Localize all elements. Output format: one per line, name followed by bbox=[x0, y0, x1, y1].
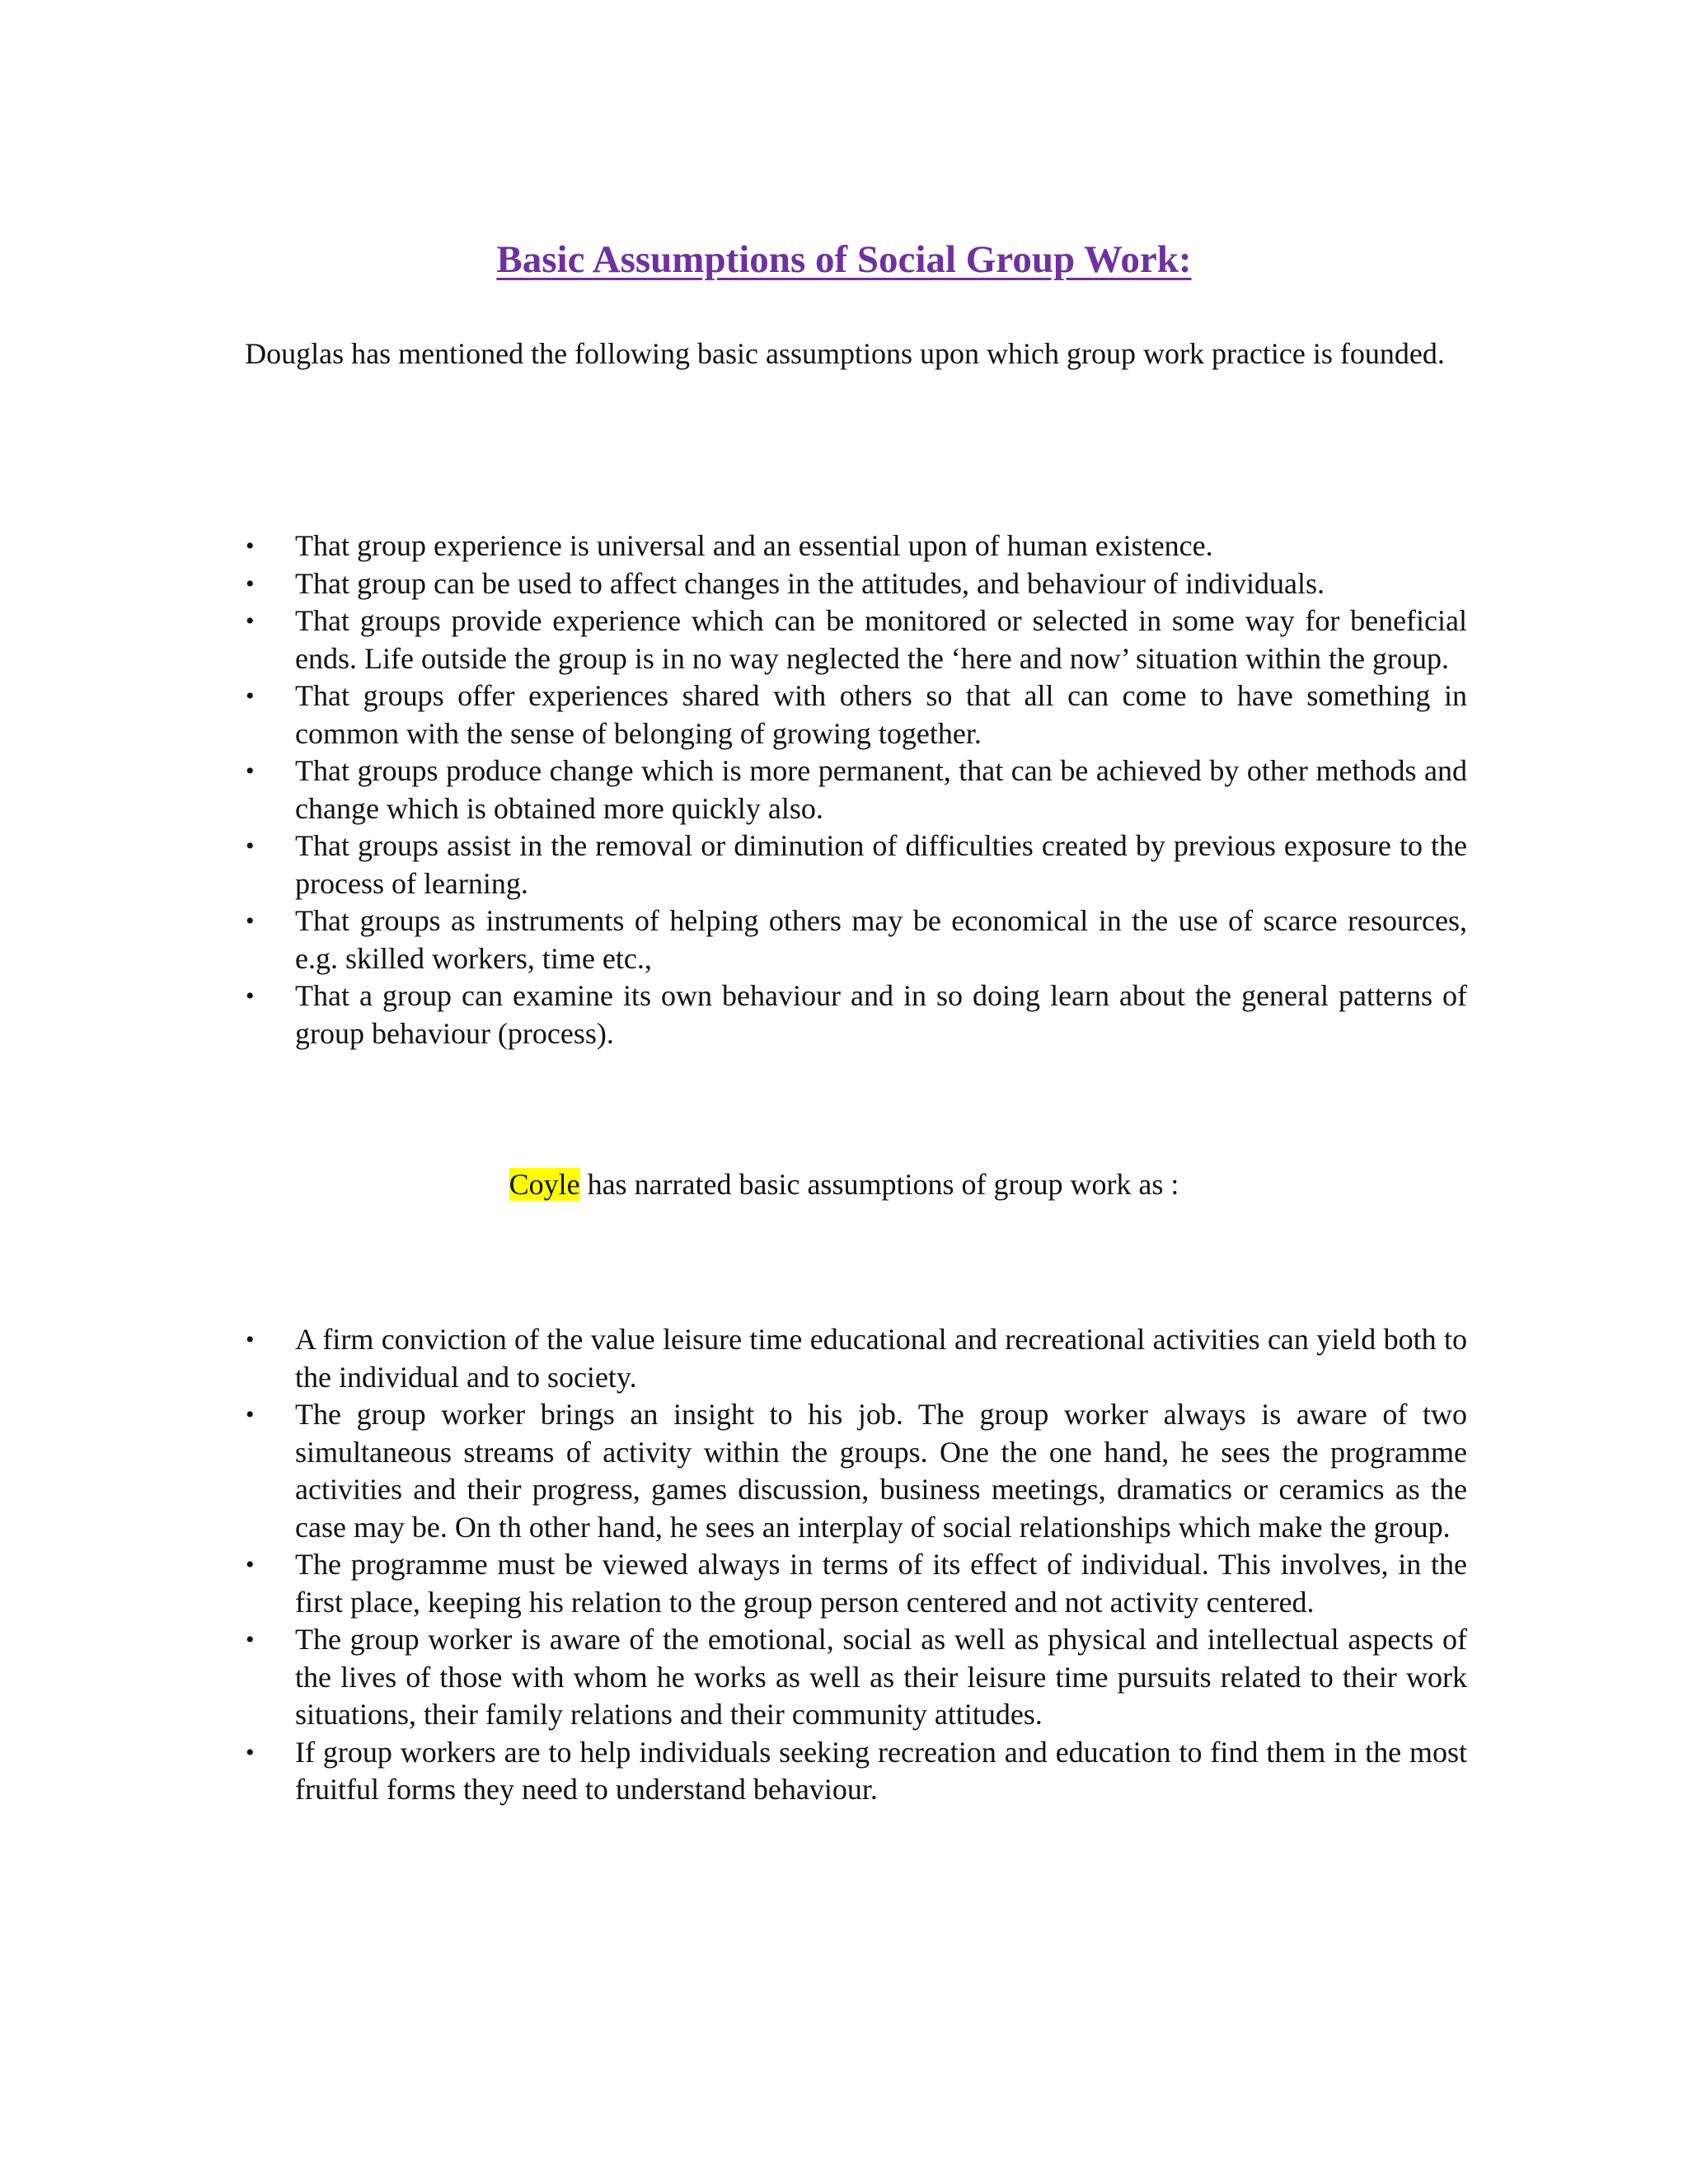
list-item-text: That a group can examine its own behaviour and in so doing learn about the general patterns of group behaviour (process). bbox=[295, 979, 1467, 1050]
highlighted-name: Coyle bbox=[509, 1168, 580, 1201]
list-item bbox=[239, 677, 1467, 752]
list-item-text: A firm conviction of the value leisure time educational and recreational activities can yield both to the individual and to society. bbox=[295, 1323, 1467, 1394]
coyle-assumptions-list bbox=[239, 1321, 1467, 1809]
list-item-text: That groups provide experience which can be monitored or selected in some way for beneficial ends. Life outside the group is in no way neglected the ‘here and now’ situation within the group. bbox=[295, 604, 1467, 675]
page-title: Basic Assumptions of Social Group Work: bbox=[496, 238, 1192, 281]
bullet-icon: • bbox=[246, 532, 255, 560]
list-item bbox=[239, 827, 1467, 902]
list-item bbox=[239, 565, 1467, 603]
bullet-icon: • bbox=[246, 1738, 255, 1766]
list-item bbox=[239, 1546, 1467, 1621]
bullet-icon: • bbox=[246, 1626, 255, 1653]
list-item-text: The group worker brings an insight to his job. The group worker always is aware of two simultaneous streams of activity within the groups. One the one hand, he sees the programme activities and their progress, games discussion, business meetings, dramatics or ceramics as the case may be. On th other hand, he sees an interplay of social relationships which make the group. bbox=[295, 1398, 1467, 1544]
list-item-text: That group experience is universal and an essential upon of human existence. bbox=[295, 529, 1213, 562]
coyle-intro-text: has narrated basic assumptions of group work as : bbox=[579, 1168, 1179, 1201]
list-item-text: That groups produce change which is more permanent, that can be achieved by other methods and change which is obtained more quickly also. bbox=[295, 754, 1467, 825]
bullet-icon: • bbox=[246, 607, 255, 635]
list-item bbox=[239, 1321, 1467, 1396]
list-item bbox=[239, 527, 1467, 565]
list-item-text: That groups as instruments of helping others may be economical in the use of scarce resources, e.g. skilled workers, time etc., bbox=[295, 904, 1467, 975]
bullet-icon: • bbox=[246, 1326, 255, 1353]
list-item-text: If group workers are to help individuals seeking recreation and education to find them in the most fruitful forms they need to understand behaviour. bbox=[295, 1735, 1467, 1806]
coyle-intro bbox=[0, 1166, 1688, 1203]
list-item bbox=[239, 902, 1467, 977]
list-item-text: That groups assist in the removal or diminution of difficulties created by previous exposure to the process of learning. bbox=[295, 829, 1467, 900]
bullet-icon: • bbox=[246, 1401, 255, 1428]
bullet-icon: • bbox=[246, 832, 255, 860]
list-item-text: That group can be used to affect changes in the attitudes, and behaviour of individuals. bbox=[295, 566, 1325, 600]
douglas-intro: Douglas has mentioned the following basic assumptions upon which group work practice is founded. bbox=[245, 337, 1445, 370]
list-item-text: The programme must be viewed always in terms of its effect of individual. This involves, in the first place, keeping his relation to the group person centered and not activity centered. bbox=[295, 1548, 1467, 1619]
list-item bbox=[239, 1396, 1467, 1546]
list-item bbox=[239, 1621, 1467, 1734]
douglas-assumptions-list bbox=[239, 527, 1467, 1052]
bullet-icon: • bbox=[246, 757, 255, 785]
list-item-text: The group worker is aware of the emotional, social as well as physical and intellectual aspects of the lives of those with whom he works as well as their leisure time pursuits related to their work situations, their family relations and their community attitudes. bbox=[295, 1623, 1467, 1731]
list-item bbox=[239, 977, 1467, 1052]
bullet-icon: • bbox=[246, 1551, 255, 1578]
bullet-icon: • bbox=[246, 569, 255, 598]
list-item bbox=[239, 602, 1467, 677]
bullet-icon: • bbox=[246, 682, 255, 710]
bullet-icon: • bbox=[246, 982, 255, 1010]
list-item-text: That groups offer experiences shared with others so that all can come to have something in common with the sense of belonging of growing together. bbox=[295, 679, 1467, 750]
list-item bbox=[239, 752, 1467, 827]
bullet-icon: • bbox=[246, 907, 255, 935]
list-item bbox=[239, 1734, 1467, 1809]
